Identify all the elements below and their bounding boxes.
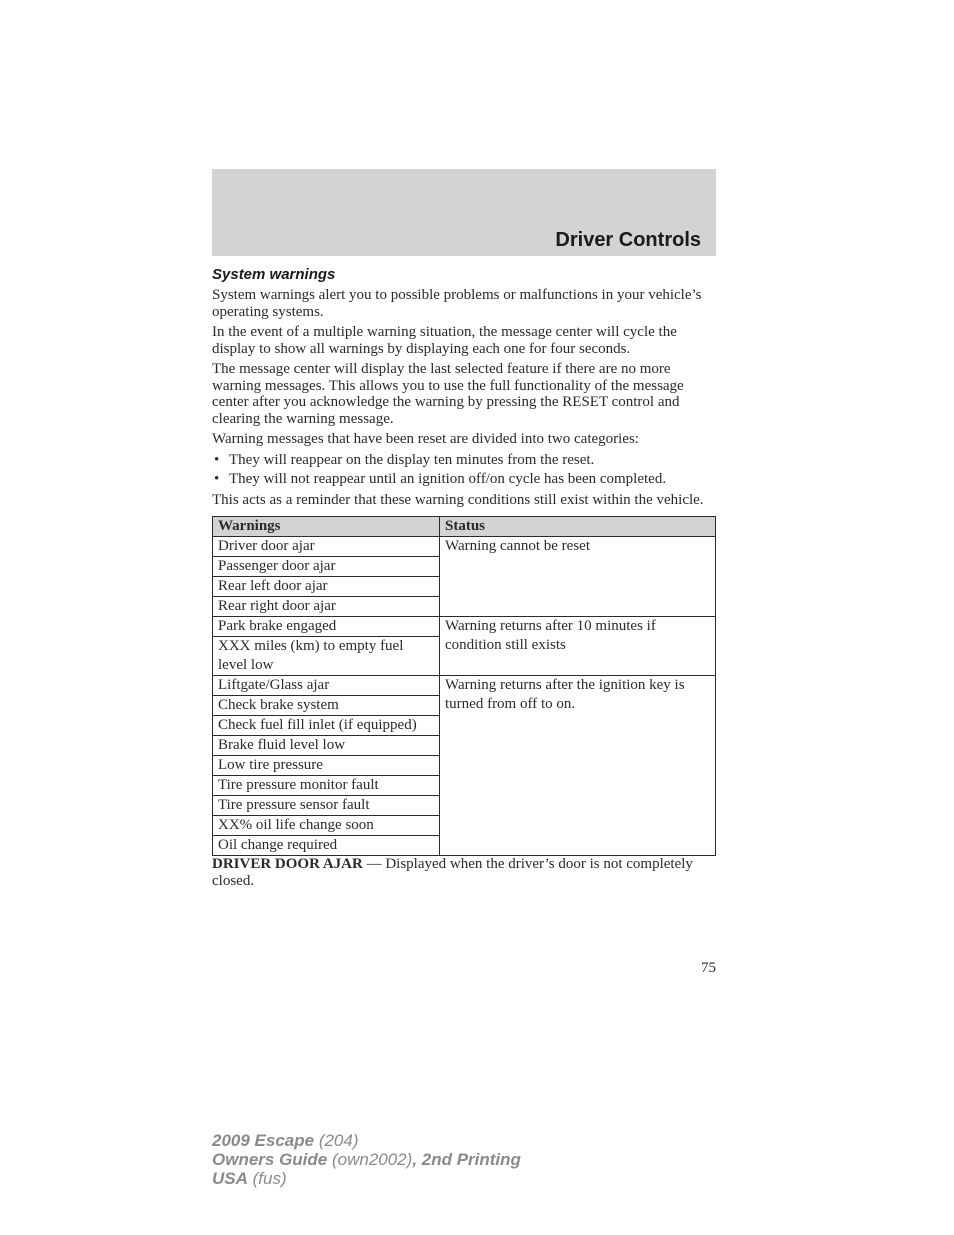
warning-cell: Rear left door ajar [213, 577, 440, 597]
term-description: — Displayed when the driver’s door is not completely closed. [212, 856, 693, 889]
term-driver-door-ajar: DRIVER DOOR AJAR [212, 856, 363, 872]
section-title: System warnings [212, 266, 336, 283]
warning-cell: Check brake system [213, 696, 440, 716]
warning-cell: Tire pressure sensor fault [213, 796, 440, 816]
bullet-item: • They will not reappear until an ignition off/on cycle has been completed. [212, 471, 716, 488]
table-row [213, 676, 716, 696]
paragraph: System warnings alert you to possible problems or malfunctions in your vehicle’s operating systems. [212, 287, 702, 320]
column-header-warnings: Warnings [213, 517, 440, 537]
warnings-table [212, 516, 716, 856]
page-number: 75 [701, 960, 716, 976]
bullet-item: • They will reappear on the display ten minutes from the reset. [212, 452, 716, 469]
footer-line [212, 1131, 521, 1150]
footer-line [212, 1169, 521, 1188]
footer-line [212, 1150, 521, 1169]
paragraph: This acts as a reminder that these warning conditions still exist within the vehicle. [212, 491, 704, 508]
table-row [213, 537, 716, 557]
status-cell: Warning returns after the ignition key is turned from off to on. [440, 676, 716, 856]
warning-cell: Check fuel fill inlet (if equipped) [213, 716, 440, 736]
driver-door-ajar-description [212, 856, 716, 889]
footer-guide: Owners Guide [212, 1150, 328, 1169]
table-header-row [213, 517, 716, 537]
paragraph: The message center will display the last selected feature if there are no more warning messages. This allows you to use the full functionality of the message center after you acknowledge the warning by pressing the RESET control and clearing the warning message. [212, 361, 684, 427]
warning-cell: Driver door ajar [213, 537, 440, 557]
warning-cell: Low tire pressure [213, 756, 440, 776]
column-header-status: Status [440, 517, 716, 537]
chapter-title: Driver Controls [555, 229, 701, 251]
footer-model-code: (204) [314, 1131, 359, 1150]
warning-cell: XXX miles (km) to empty fuel level low [213, 637, 440, 676]
status-cell: Warning cannot be reset [440, 537, 716, 617]
warning-cell: Tire pressure monitor fault [213, 776, 440, 796]
footer-model: 2009 Escape [212, 1131, 315, 1150]
page-content [212, 266, 716, 893]
warning-cell: XX% oil life change soon [213, 816, 440, 836]
footer-printing: , 2nd Printing [412, 1150, 521, 1169]
paragraph: In the event of a multiple warning situation, the message center will cycle the display to show all warnings by displaying each one for four seconds. [212, 324, 677, 357]
warning-cell: Park brake engaged [213, 617, 440, 637]
warning-cell: Liftgate/Glass ajar [213, 676, 440, 696]
footer-market: USA [212, 1169, 248, 1188]
footer-guide-code: (own2002) [327, 1150, 413, 1169]
warning-cell: Oil change required [213, 836, 440, 856]
warning-cell: Passenger door ajar [213, 557, 440, 577]
warning-cell: Rear right door ajar [213, 597, 440, 617]
status-cell: Warning returns after 10 minutes if condition still exists [440, 617, 716, 676]
paragraph: Warning messages that have been reset are divided into two categories: [212, 431, 639, 447]
warning-cell: Brake fluid level low [213, 736, 440, 756]
bullet-list [212, 452, 716, 488]
table-row [213, 617, 716, 637]
footer-market-code: (fus) [247, 1169, 287, 1188]
footer-imprint [212, 1131, 521, 1188]
header-band [212, 169, 716, 256]
